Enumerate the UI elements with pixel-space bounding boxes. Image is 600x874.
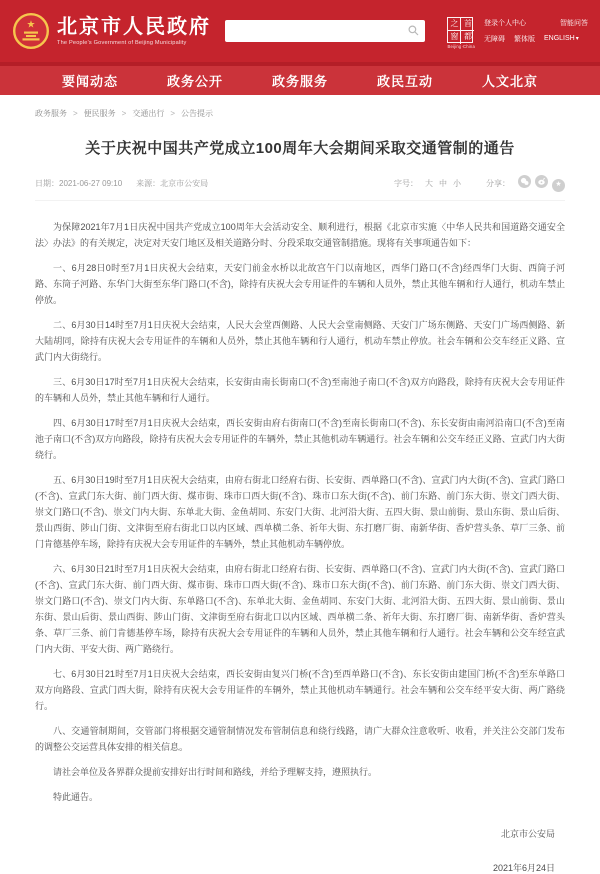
site-logo[interactable]: [12, 12, 211, 50]
content-area: [35, 95, 565, 874]
quick-links: [484, 18, 588, 44]
header-utilities: [447, 14, 588, 49]
fontsize-options: [422, 178, 464, 189]
national-emblem-icon: [12, 12, 50, 50]
search-icon[interactable]: [408, 25, 419, 36]
article-paragraph: 八、交通管制期间，交管部门将根据交通管制情况发布管制信息和绕行线路，请广大群众注意收听、收看，并关注公交部门发布的调整公交运营具体安排的相关信息。: [35, 725, 565, 752]
seal-char: 之: [448, 18, 461, 31]
site-header: [0, 0, 600, 62]
share-wechat-icon[interactable]: [518, 175, 531, 188]
article-paragraph: 特此通告。: [53, 791, 99, 802]
article-paragraph: 为保障2021年7月1日庆祝中国共产党成立100周年大会活动安全、顺利进行，根据《北京市实施〈中华人民共和国道路交通安全法〉办法》的有关规定，决定对天安门地区及相关道路分时、分段采取交通管制措施。现将有关事项通告如下：: [35, 221, 565, 248]
site-title: 北京市人民政府: [57, 16, 211, 38]
nav-item-gov-open[interactable]: 政务公开: [166, 74, 223, 89]
article-paragraph: 二、6月30日14时至7月1日庆祝大会结束，人民大会堂西侧路、人民大会堂南侧路、天安门广场东侧路、天安门广场西侧路、新大陆胡同，除持有庆祝大会专用证件的车辆和人员外，禁止其他车辆和行人通行，机动车禁止停放。社会车辆和公交车经正义路、宣武门内大街绕行。: [35, 319, 565, 362]
breadcrumb-item[interactable]: 政务服务: [35, 109, 67, 118]
svg-text:★: ★: [26, 19, 36, 31]
article-paragraph: 四、6月30日17时至7月1日庆祝大会结束，西长安街由府右街南口(不含)至南长街南口(不含)、东长安街由南河沿南口(不含)至南池子南口(不含)双方向路段，除持有庆祝大会专用证件的车辆外，禁止其他机动车辆通行。社会车辆和公交车经正义路、宣武门内大街绕行。: [35, 417, 565, 460]
smart-qa-link[interactable]: 智能问答: [560, 19, 588, 27]
breadcrumb: [35, 95, 565, 119]
share-label: 分享：: [486, 178, 510, 188]
accessibility-link[interactable]: 无障碍: [484, 35, 505, 43]
article-paragraph: 请社会单位及各界群众提前安排好出行时间和路线，并给予理解支持，遵照执行。: [53, 766, 378, 777]
main-nav: [0, 62, 600, 95]
nav-item-news[interactable]: 要闻动态: [62, 74, 119, 89]
share-icons: [514, 175, 565, 192]
breadcrumb-separator: >: [121, 109, 127, 118]
article-date: 日期：2021-06-27 09:10: [35, 178, 123, 188]
fontsize-option-中[interactable]: 中: [439, 178, 447, 188]
breadcrumb-item[interactable]: 便民服务: [83, 109, 116, 118]
share-weibo-icon[interactable]: [535, 175, 548, 188]
nav-item-interaction[interactable]: 政民互动: [376, 74, 433, 89]
traditional-chinese-link[interactable]: 繁体版: [514, 35, 535, 43]
article-paragraph: 六、6月30日21时至7月1日庆祝大会结束，由府右街北口经府右街、长安街、西单路口(不含)、宣武门内大街(不含)、宣武门路口(不含)、宣武门东大街、前门西大街、煤市街、珠市口西大街(不含)、珠市口东大街(不含)、前门东路、前门东大街、崇文门西大街、崇文门路口(不含)、崇文门内大街、东单路口(不含)、东单北大街、金鱼胡同、东安门大街、北河沿大街、五四大街、景山前街、景山东街、景山后街、景山西街、陟山门街、文津街至府右街北口以内区域、西单横二条、祈年大街、东打磨厂街、南新华街、香炉营头条、草厂三条、前门肯德基停车场，除持有庆祝大会专用证件的车辆和人员外，禁止其他车辆和行人通行。社会车辆和公交车经宣武门内大街、平安大街、两广路绕行。: [35, 563, 565, 654]
article-paragraph: 七、6月30日21时至7月1日庆祝大会结束，西长安街由复兴门桥(不含)至西单路口(不含)、东长安街由建国门桥(不含)至东单路口双方向路段、宣武门西大街，除持有庆祝大会专用证件的车辆外，禁止其他机动车辆通行。社会车辆和公交车经平安大街、两广路绕行。: [35, 668, 565, 711]
article-paragraph: 三、6月30日17时至7月1日庆祝大会结束，长安街由南长街南口(不含)至南池子南口(不含)双方向路段，除持有庆祝大会专用证件的车辆和人员外，禁止其他车辆和行人通行。: [35, 376, 565, 403]
breadcrumb-separator: >: [170, 109, 176, 118]
nav-item-culture[interactable]: 人文北京: [481, 74, 538, 89]
login-link[interactable]: 登录个人中心: [484, 19, 526, 27]
article-body: [35, 219, 565, 805]
article-source: 来源：北京市公安局: [136, 178, 209, 188]
share-qzone-icon[interactable]: ★: [552, 179, 565, 192]
signature-date: 2021年6月24日: [492, 862, 555, 873]
article-paragraph: 五、6月30日19时至7月1日庆祝大会结束，由府右街北口经府右街、长安街、西单路口(不含)、宣武门内大街(不含)、宣武门路口(不含)、宣武门东大街、前门西大街、煤市街、珠市口西大街(不含)、珠市口东大街(不含)、前门东路、前门东大街、崇文门西大街、崇文门路口(不含)、崇文门内大街、东单北大街、金鱼胡同、东安门大街、北河沿大街、五四大街、景山前街、景山东街、景山后街、景山西街、陟山门街、文津街至府右街北口以内区域、西单横二条、祈年大街、东打磨厂街、南新华街、香炉营头条、草厂三条、前门肯德基停车场，除持有庆祝大会专用证件的车辆外，禁止其他机动车辆停放。: [35, 474, 565, 549]
capital-window-caption: Beijing·China: [447, 43, 475, 49]
capital-window-seal-icon: [447, 17, 473, 43]
seal-char: 都: [463, 32, 472, 41]
capital-window-logo[interactable]: [447, 17, 475, 49]
search-box: [225, 20, 425, 42]
search-input[interactable]: [225, 20, 425, 42]
fontsize-option-小[interactable]: 小: [453, 178, 461, 188]
site-title-en: The People's Government of Beijing Municipality: [57, 40, 187, 46]
breadcrumb-item[interactable]: 交通出行: [132, 109, 165, 118]
article-signature: [35, 827, 565, 874]
signature-org: 北京市公安局: [500, 828, 555, 839]
article-paragraph: 一、6月28日0时至7月1日庆祝大会结束，天安门前金水桥以北故宫午门以南地区，西华门路口(不含)经西华门大街、西筒子河路、东筒子河路、东华门大街至东华门路口(不含)，除持有庆祝大会专用证件的车辆和人员外，禁止其他车辆和行人通行，机动车禁止停放。: [35, 262, 565, 305]
nav-item-gov-services[interactable]: 政务服务: [271, 74, 328, 89]
page-title: 关于庆祝中国共产党成立100周年大会期间采取交通管制的通告: [85, 140, 515, 157]
article-meta: [35, 175, 565, 201]
breadcrumb-item[interactable]: 公告提示: [181, 109, 214, 118]
seal-char: 窗: [448, 31, 461, 44]
fontsize-option-大[interactable]: 大: [425, 178, 433, 188]
english-link[interactable]: ENGLISH▾: [544, 35, 579, 42]
chevron-down-icon: ▾: [575, 36, 579, 42]
fontsize-label: 字号：: [394, 178, 418, 188]
breadcrumb-separator: >: [73, 109, 78, 118]
seal-char: 首: [461, 18, 474, 31]
